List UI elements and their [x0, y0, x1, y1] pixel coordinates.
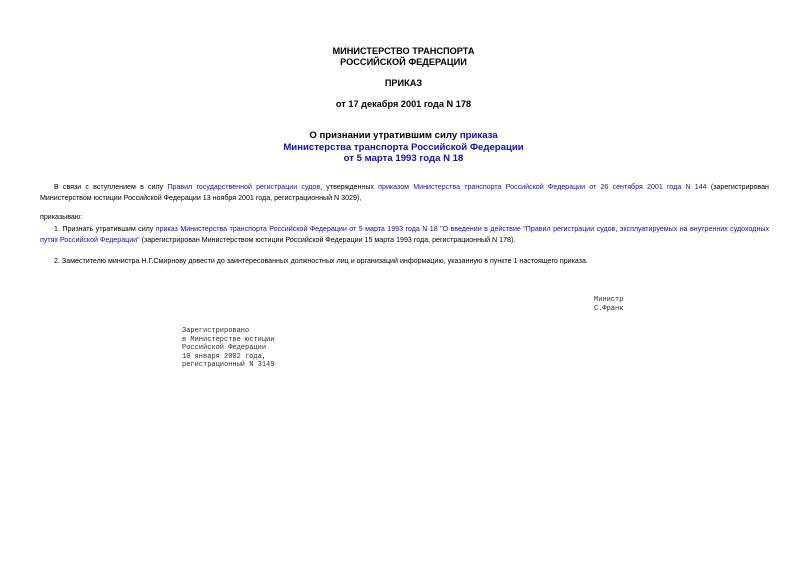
registration-line-2: в Министерстве юстиции: [182, 335, 275, 344]
preamble-text-3: (зарегистрирован Министерством юстиции Российской Федерации 13 ноября 2001 года, регистрационный N 3029),: [40, 183, 769, 202]
registration-line-1: Зарегистрировано: [182, 327, 250, 335]
item-1-text-2: (зарегистрирован Министерством юстиции Российской Федерации 15 марта 1993 года, регистрационный N 178).: [139, 236, 516, 244]
item-1-paragraph: [40, 224, 769, 246]
signature-block: [594, 296, 623, 313]
title-link-date[interactable]: от 5 марта 1993 года N 18: [343, 153, 464, 164]
document-type: ПРИКАЗ: [384, 78, 423, 88]
title-link-ministry[interactable]: Министерства транспорта Российской Федерации: [283, 141, 524, 153]
document-date-number: от 17 декабря 2001 года N 178: [335, 99, 472, 109]
preamble-text-2: , утвержденных: [320, 183, 379, 191]
order-word: приказываю:: [40, 213, 83, 221]
item-1-text-1: 1. Признать утратившим силу: [54, 225, 156, 233]
document-title: [0, 130, 807, 165]
registration-line-3: Российской Федерации: [182, 344, 267, 352]
signature-position: Министр: [594, 296, 624, 304]
link-registration-rules[interactable]: Правил государственной регистрации судов: [167, 183, 321, 191]
title-link-order[interactable]: приказа: [459, 130, 498, 141]
ministry-line-2: РОССИЙСКОЙ ФЕДЕРАЦИИ: [340, 57, 467, 67]
item-2-paragraph: 2. Заместителю министра Н.Г.Смирнову довести до заинтересованных должностных лиц и организаций информацию, указанную в пункте 1 настоящего приказа.: [54, 257, 588, 265]
registration-block: [182, 327, 274, 370]
link-order-18[interactable]: приказ Министерства транспорта Российской Федерации от 5 марта 1993 года N 18 "О введении в действие "Правил регистрации судов, эксплуатируемых на внутренних судоходных путях Российской Федерации": [40, 225, 770, 244]
registration-line-4: 10 января 2002 года,: [182, 352, 267, 361]
signature-name: С.Франк: [594, 304, 624, 313]
preamble-text-1: В связи с вступлением в силу: [54, 183, 168, 191]
title-prefix: О признании утратившим силу: [309, 130, 460, 141]
registration-line-5: регистрационный N 3149: [182, 361, 275, 369]
ministry-name: [0, 46, 807, 68]
ministry-line-1: МИНИСТЕРСТВО ТРАНСПОРТА: [332, 46, 475, 56]
preamble-paragraph: [40, 182, 769, 204]
link-order-144[interactable]: приказом Министерства транспорта Российской Федерации от 26 сентября 2001 года N 144: [378, 183, 707, 191]
